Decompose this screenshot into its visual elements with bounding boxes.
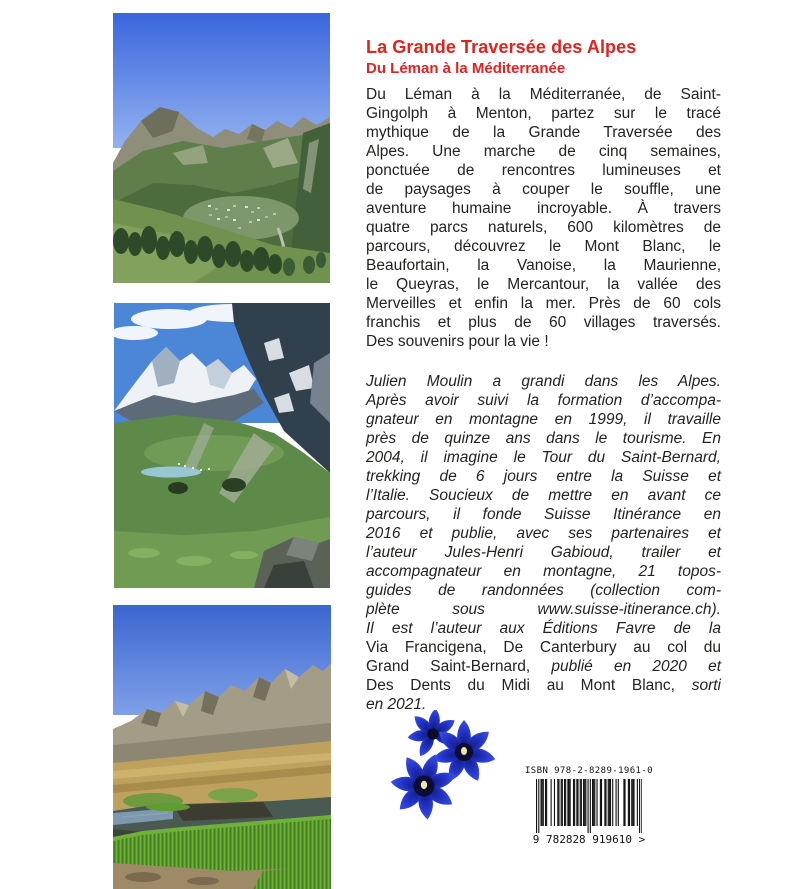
text-segment: plète sous www.suisse-itinerance.ch). bbox=[366, 601, 721, 618]
text-segment: Via Francigena, De Canterbury au col du bbox=[366, 639, 721, 656]
photo-snowy-peaks-valley-art bbox=[114, 303, 330, 588]
text-segment: sorti bbox=[691, 677, 721, 694]
text-line bbox=[366, 505, 721, 524]
text-line bbox=[366, 638, 721, 657]
ean13-barcode bbox=[536, 779, 642, 833]
back-cover-text-column bbox=[366, 37, 721, 714]
text-line: ponctuée de rencontres lumineuses et bbox=[366, 162, 721, 179]
text-line bbox=[366, 543, 721, 562]
photo-alpine-valley-village-art bbox=[113, 13, 330, 283]
text-segment: près de quinze ans dans le tourisme. En bbox=[366, 430, 721, 447]
photo-plateau-pond-reeds bbox=[113, 605, 331, 889]
text-line: franchis et plus de 60 villages traversés. bbox=[366, 314, 721, 331]
text-segment: publié en 2020 et bbox=[551, 658, 721, 675]
text-segment: Julien Moulin a grandi dans les Alpes. bbox=[366, 373, 721, 390]
text-segment: accompagnateur en montagne, 21 topos- bbox=[366, 563, 721, 580]
text-segment: en 2021. bbox=[366, 696, 427, 713]
text-segment: l’Italie. Soucieux de mettre en avant ce bbox=[366, 487, 721, 504]
text-line bbox=[366, 429, 721, 448]
book-title: La Grande Traversée des Alpes bbox=[366, 37, 637, 57]
text-segment: Grand Saint-Bernard, bbox=[366, 658, 552, 675]
text-line: mythique de la Grande Traversée des bbox=[366, 124, 721, 141]
text-segment: trekking de 6 jours entre la Suisse et bbox=[366, 468, 721, 485]
text-line: Beaufortain, la Vanoise, la Maurienne, bbox=[366, 257, 721, 274]
text-line bbox=[366, 391, 721, 410]
text-segment: Des Dents du Midi au Mont Blanc, bbox=[366, 677, 692, 694]
author-bio-paragraph bbox=[366, 372, 721, 714]
text-segment: 2016 et publie, avec ses partenaires et bbox=[366, 525, 721, 542]
isbn-barcode-block bbox=[524, 766, 654, 846]
text-segment: l’auteur Jules-Henri Gabioud, trailer et bbox=[366, 544, 721, 561]
text-line bbox=[366, 600, 721, 619]
text-line bbox=[366, 524, 721, 543]
text-line bbox=[366, 619, 721, 638]
text-line: de paysages à couper le souffle, une bbox=[366, 181, 721, 198]
gentian-flowers-art bbox=[388, 710, 518, 822]
text-line bbox=[366, 410, 721, 429]
text-line: Du Léman à la Méditerranée, de Saint- bbox=[366, 86, 721, 103]
text-line: quatre parcs naturels, 600 kilomètres de bbox=[366, 219, 721, 236]
text-line: parcours, découvrez le Mont Blanc, le bbox=[366, 238, 721, 255]
book-subtitle: Du Léman à la Méditerranée bbox=[366, 60, 566, 77]
text-segment: guides de randonnées (collection com- bbox=[366, 582, 721, 599]
text-segment: Il est l’auteur aux Éditions Favre de la bbox=[366, 620, 721, 637]
text-line bbox=[366, 448, 721, 467]
text-line bbox=[366, 486, 721, 505]
text-line bbox=[366, 581, 721, 600]
text-line bbox=[366, 372, 721, 391]
isbn-label: ISBN 978-2-8289-1961-0 bbox=[524, 766, 653, 776]
photo-plateau-pond-reeds-art bbox=[113, 605, 331, 889]
barcode-digits: 9 782828 919610 > bbox=[532, 833, 646, 846]
text-line: aventure humaine incroyable. À travers bbox=[366, 200, 721, 217]
text-line bbox=[366, 657, 721, 676]
photo-alpine-valley-village bbox=[113, 13, 330, 283]
gentian-flowers-illustration bbox=[388, 710, 518, 822]
text-line: le Queyras, le Mercantour, la vallée des bbox=[366, 276, 721, 293]
text-line: Merveilles et enfin la mer. Près de 60 cols bbox=[366, 295, 721, 312]
photo-snowy-peaks-valley bbox=[114, 303, 330, 588]
text-segment: parcours, il fonde Suisse Itinérance en bbox=[366, 506, 721, 523]
text-line bbox=[366, 467, 721, 486]
text-segment: 2004, il imagine le Tour du Saint-Bernard, bbox=[366, 449, 721, 466]
text-segment: gnateur en montagne en 1999, il travaille bbox=[366, 411, 721, 428]
text-line: Alpes. Une marche de cinq semaines, bbox=[366, 143, 721, 160]
text-line bbox=[366, 676, 721, 695]
text-segment: Après avoir suivi la formation d’accompa- bbox=[366, 392, 721, 409]
body-paragraph bbox=[366, 85, 721, 351]
text-line: Gingolph à Menton, partez sur le tracé bbox=[366, 105, 721, 122]
text-line bbox=[366, 562, 721, 581]
text-line: Des souvenirs pour la vie ! bbox=[366, 333, 549, 350]
